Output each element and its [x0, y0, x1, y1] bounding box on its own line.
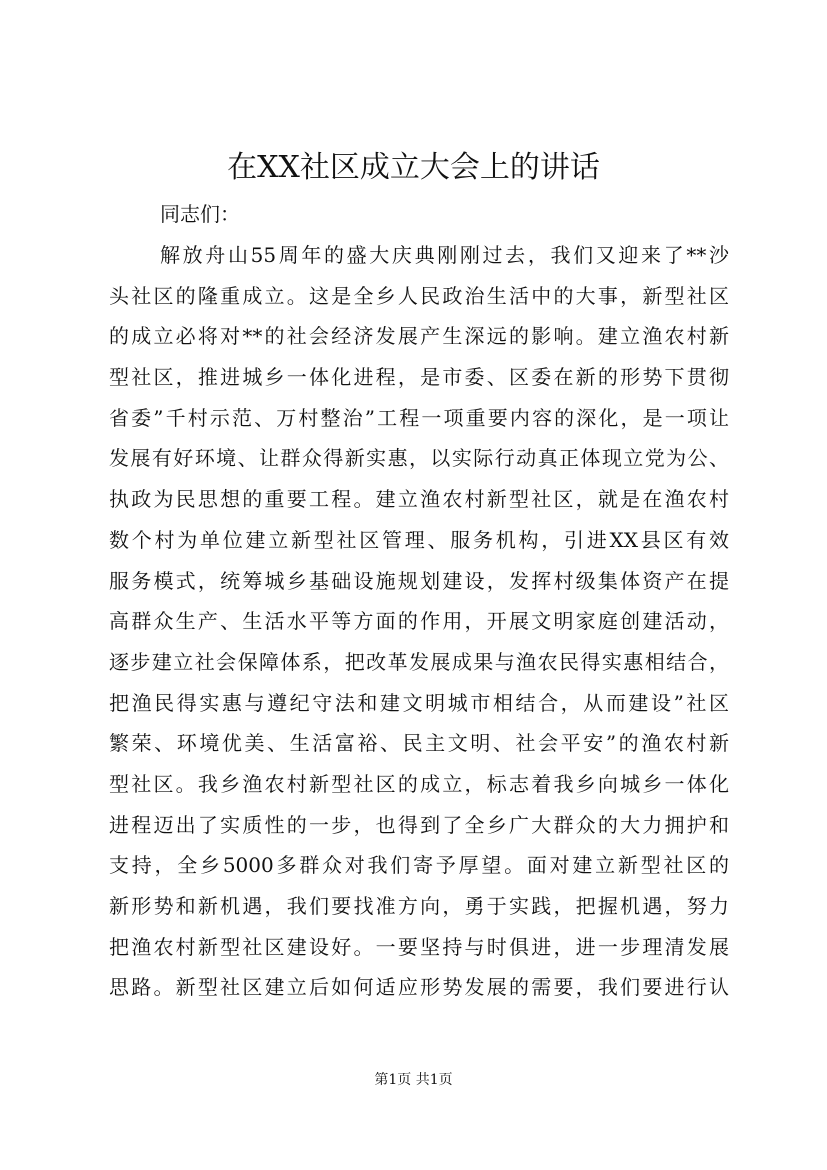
body-line: 发展有好环境、让群众得新实惠，以实际行动真正体现立党为公、 [109, 446, 729, 471]
body-line: 解放舟山55周年的盛大庆典刚刚过去，我们又迎来了**沙 [160, 243, 729, 267]
body-line: 新形势和新机遇，我们要找准方向，勇于实践，把握机遇，努力 [109, 894, 729, 918]
body-line: 把渔农村新型社区建设好。一要坚持与时俱进，进一步理清发展 [109, 934, 729, 959]
body-line: 把渔民得实惠与遵纪守法和建文明城市相结合，从而建设”社区 [109, 690, 729, 715]
body-line: 高群众生产、生活水平等方面的作用，开展文明家庭创建活动， [109, 609, 729, 634]
body-paragraph [109, 235, 729, 1008]
body-line: 支持，全乡5000多群众对我们寄予厚望。面对建立新型社区的 [109, 853, 729, 878]
page-footer: 第1页 共1页 [374, 1072, 453, 1088]
body-line: 数个村为单位建立新型社区管理、服务机构，引进XX县区有效 [109, 527, 729, 552]
body-line: 思路。新型社区建立后如何适应形势发展的需要，我们要进行认 [109, 975, 729, 1000]
body-line: 的成立必将对**的社会经济发展产生深远的影响。建立渔农村新 [109, 324, 729, 349]
body-line: 服务模式，统筹城乡基础设施规划建设，发挥村级集体资产在提 [109, 568, 729, 593]
body-line: 繁荣、环境优美、生活富裕、民主文明、社会平安”的渔农村新 [109, 731, 729, 756]
body-line: 执政为民思想的重要工程。建立渔农村新型社区，就是在渔农村 [109, 487, 729, 512]
salutation: 同志们： [160, 202, 240, 226]
body-line: 进程迈出了实质性的一步，也得到了全乡广大群众的大力拥护和 [109, 812, 729, 837]
body-line: 逐步建立社会保障体系，把改革发展成果与渔农民得实惠相结合， [109, 649, 729, 674]
body-line: 头社区的隆重成立。这是全乡人民政治生活中的大事，新型社区 [109, 283, 729, 308]
document-title: 在XX社区成立大会上的讲话 [227, 150, 600, 185]
body-line: 省委”千村示范、万村整治”工程一项重要内容的深化，是一项让 [109, 405, 729, 430]
body-line: 型社区。我乡渔农村新型社区的成立，标志着我乡向城乡一体化 [109, 771, 729, 796]
body-line: 型社区，推进城乡一体化进程，是市委、区委在新的形势下贯彻 [109, 365, 729, 390]
